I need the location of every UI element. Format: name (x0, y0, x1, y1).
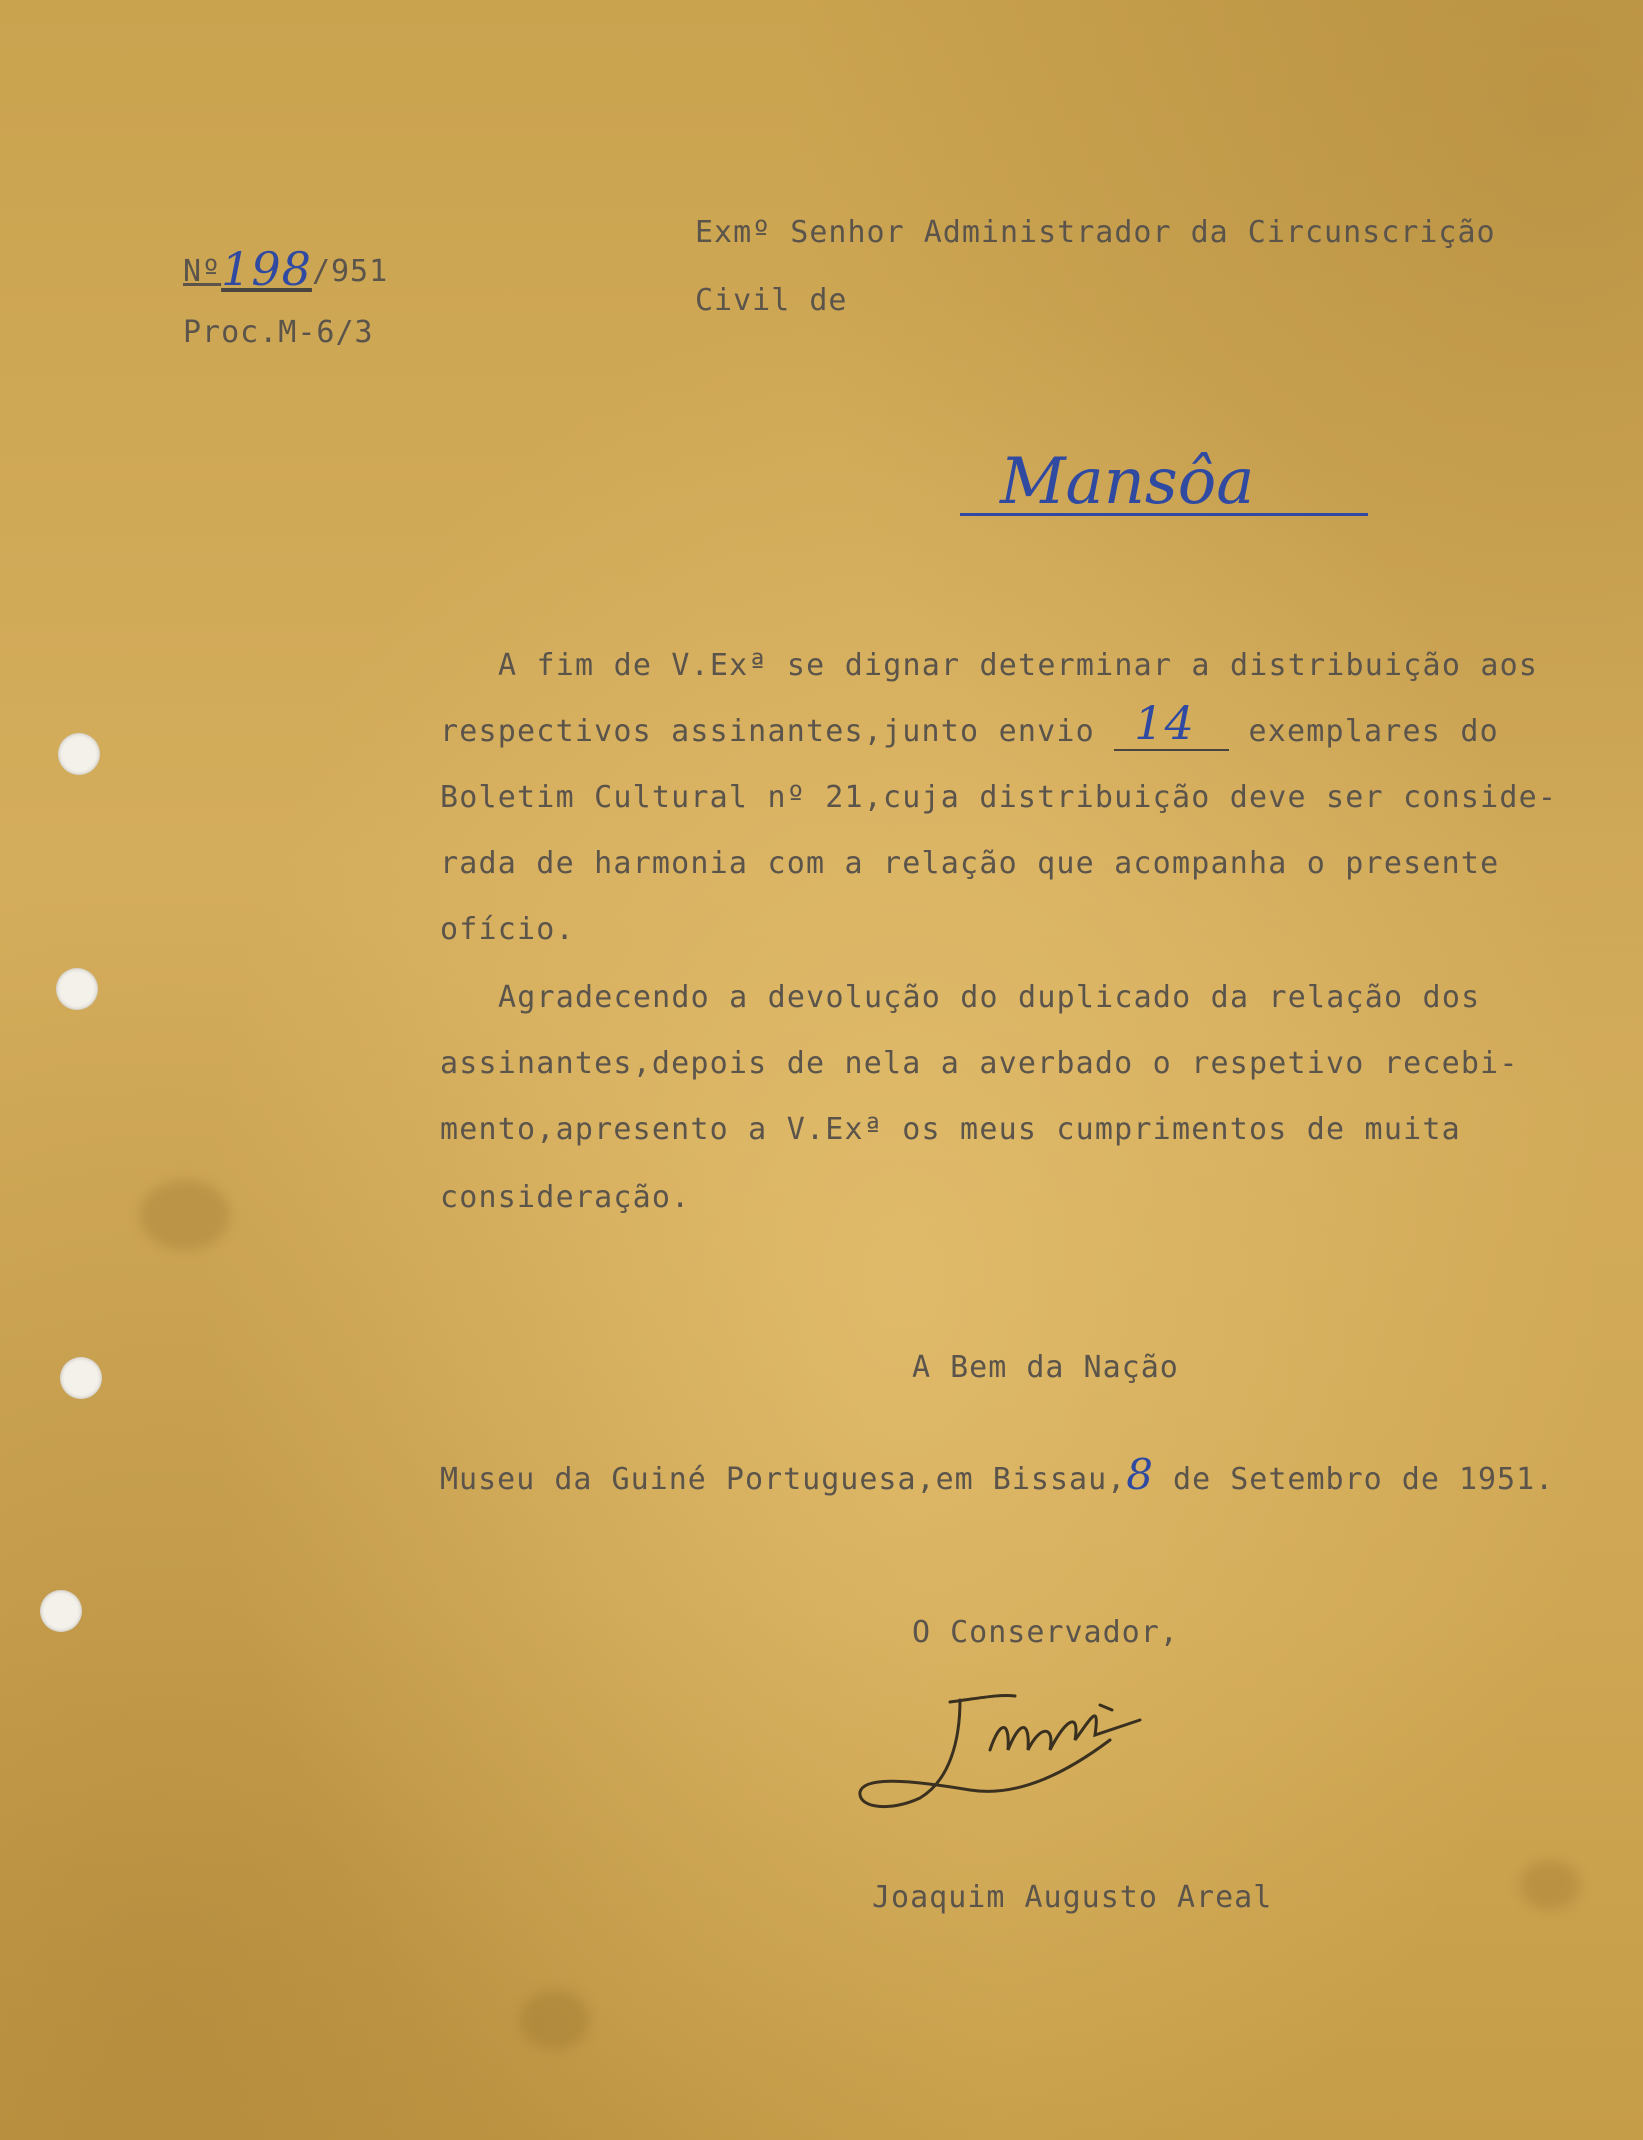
closing-salutation: A Bem da Nação (912, 1350, 1179, 1385)
body-line: assinantes,depois de nela a averbado o respetivo recebi- (440, 1046, 1519, 1081)
reference-number-handwritten: 198 (221, 242, 312, 296)
place-date-text: de Setembro de 1951. (1153, 1462, 1555, 1497)
copies-count-handwritten: 14 (1134, 696, 1196, 750)
body-line: Boletim Cultural nº 21,cuja distribuição deve ser conside- (440, 780, 1558, 815)
handwritten-signature (850, 1680, 1170, 1830)
place-and-date (440, 1450, 1554, 1499)
signatory-name: Joaquim Augusto Areal (872, 1880, 1273, 1915)
addressee-place-underline (960, 513, 1368, 516)
body-text: respectivos assinantes,junto envio (440, 714, 1095, 749)
reference-prefix: Nº (183, 254, 222, 289)
copies-blank (1114, 696, 1229, 751)
body-line: mento,apresento a V.Exª os meus cumprimentos de muita (440, 1112, 1461, 1147)
addressee-line-1: Exmº Senhor Administrador da Circunscrição (695, 215, 1496, 250)
addressee-line-2: Civil de (695, 283, 848, 318)
paper-stain (1520, 1860, 1580, 1910)
place-date-text: Museu da Guiné Portuguesa,em Bissau, (440, 1462, 1127, 1497)
body-line: rada de harmonia com a relação que acompanha o presente (440, 846, 1500, 881)
body-line (440, 696, 1499, 751)
paper-stain (520, 1990, 590, 2050)
signatory-role: O Conservador, (912, 1615, 1179, 1650)
punch-hole (60, 1357, 102, 1399)
addressee-place-handwritten: Mansôa (1000, 445, 1255, 519)
body-line: A fim de V.Exª se dignar determinar a distribuição aos (498, 648, 1539, 683)
body-line: Agradecendo a devolução do duplicado da relação dos (498, 980, 1481, 1015)
body-line: ofício. (440, 912, 575, 947)
paper-stain (140, 1180, 230, 1250)
punch-hole (56, 968, 98, 1010)
process-reference: Proc.M-6/3 (183, 315, 374, 350)
reference-number (183, 238, 389, 296)
body-line: consideração. (440, 1180, 691, 1215)
day-handwritten: 8 (1126, 1450, 1154, 1499)
punch-hole (58, 733, 100, 775)
punch-hole (40, 1590, 82, 1632)
reference-year: /951 (311, 254, 389, 289)
body-text: exemplares do (1248, 714, 1499, 749)
